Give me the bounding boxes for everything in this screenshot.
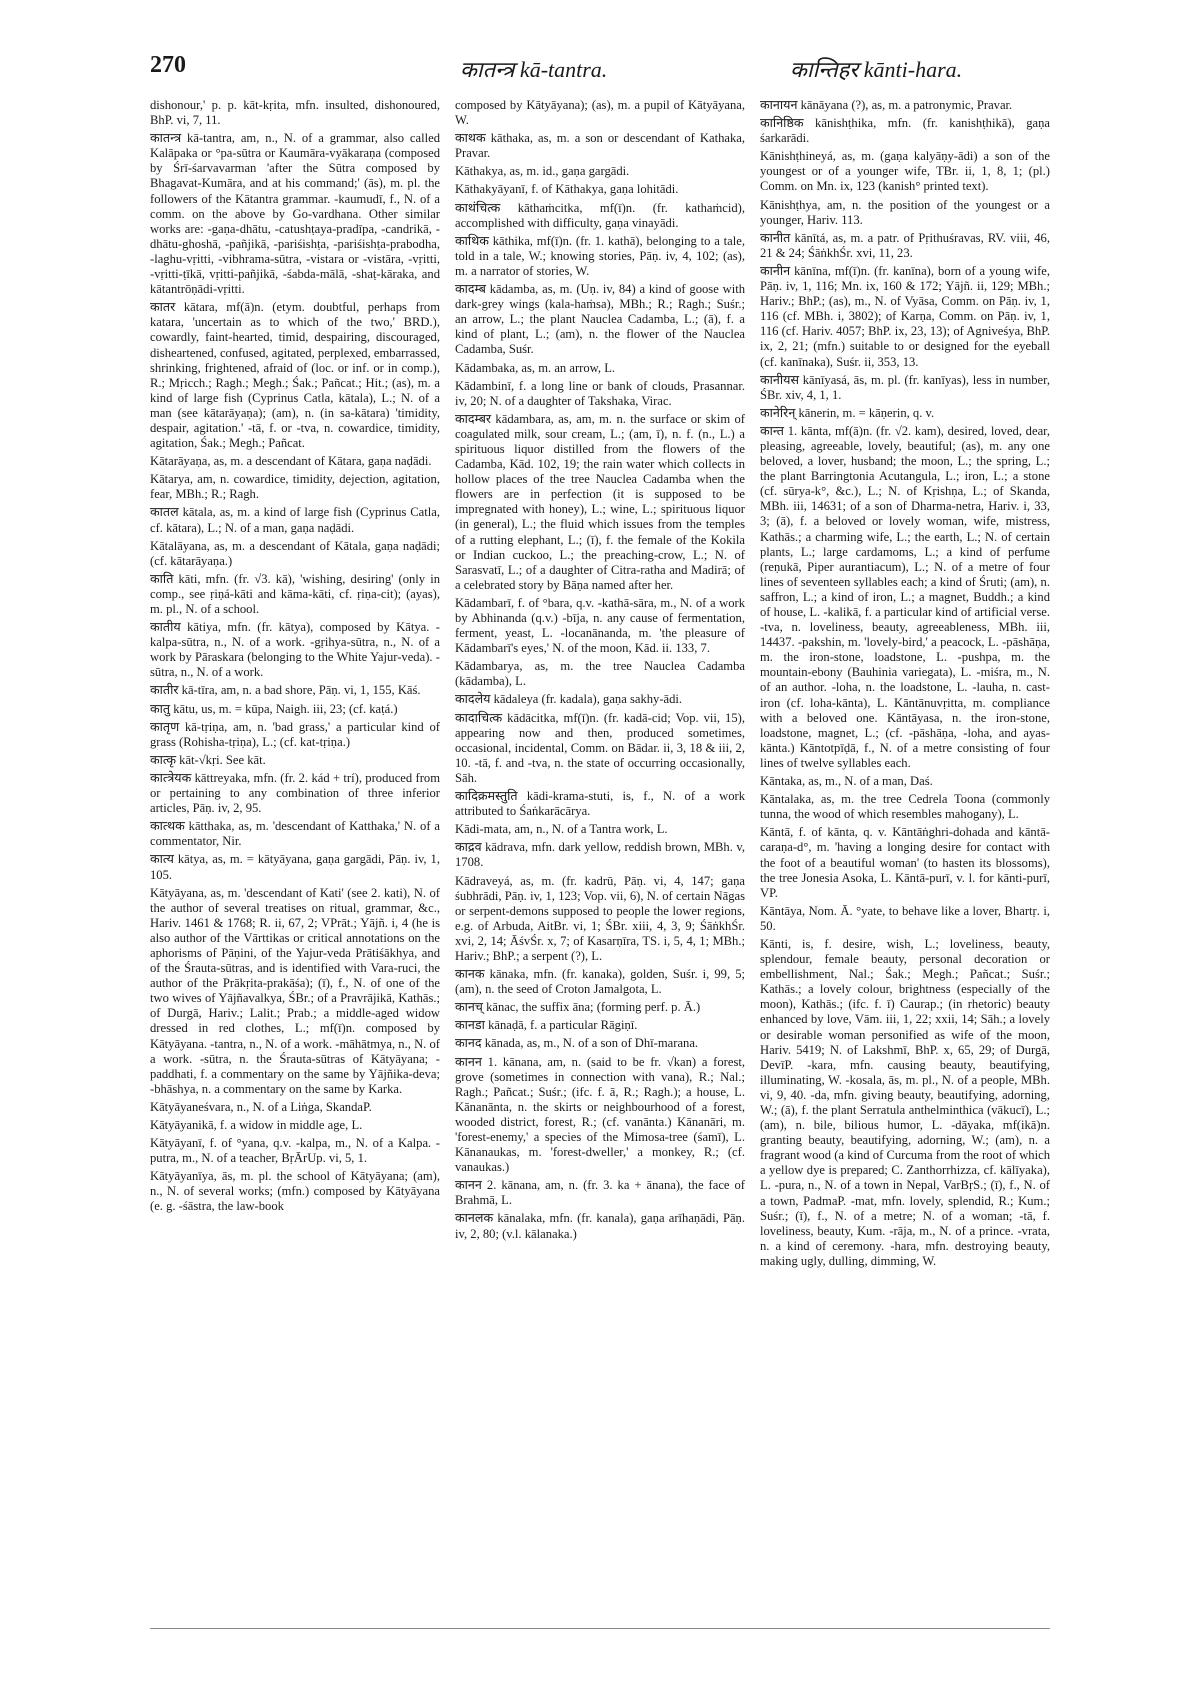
dictionary-subentry: Kātyāyanikā, f. a widow in middle age, L. (150, 1118, 363, 1132)
dictionary-subentry: Kātarya, am, n. cowardice, timidity, dejection, agitation, fear, MBh.; R.; Ragh. (150, 472, 440, 502)
dictionary-subentry: Kātyāyanīya, ās, m. pl. the school of Kātyāyana; (am), n., N. of several works; (mfn.) composed by Kātyāyana (e. g. -śāstra, the law-book (150, 1169, 440, 1214)
page-number: 270 (150, 52, 186, 78)
dictionary-entry: काथंचित्क kāthaṁcitka, mf(ī)n. (fr. kathaṁcid), accomplished with difficulty, gaṇa vinayādi. (455, 200, 745, 230)
dictionary-entry: कानडा kānaḍā, f. a particular Rāgiṇī. (455, 1018, 638, 1033)
dictionary-subentry: Kātyāyanī, f. of °yana, q.v. -kalpa, m., N. of a Kalpa. -putra, m., N. of a teacher, BṛĀrUp. vi, 5, 1. (150, 1136, 440, 1166)
dictionary-subentry: Kātyāyaneśvara, n., N. of a Liṅga, SkandaP. (150, 1099, 372, 1114)
dictionary-entry: कानेरिन् kānerin, m. = kāṇerin, q. v. (760, 405, 935, 420)
dictionary-entry: कादलेय kādaleya (fr. kadala), gaṇa sakhy-ādi. (455, 692, 683, 707)
dictionary-entry: कातृण kā-tṛiṇa, am, n. 'bad grass,' a particular kind of grass (Rohisha-tṛiṇa), L.; (cf. kat-tṛiṇa.) (150, 719, 440, 749)
right-running-headword: कान्तिहर kānti-hara. (790, 57, 963, 82)
dictionary-entry: कात्त्रेयक kāttreyaka, mfn. (fr. 2. kád + trí), produced from or pertaining to any combination of three inferior articles, Pāṇ. iv, 2, 95. (150, 770, 440, 816)
dictionary-subentry: Kādraveyá, as, m. (fr. kadrū, Pāṇ. vi, 4, 147; gaṇa śubhrādi, Pāṇ. iv, 1, 123; Vop. vii, 6), N. of certain Nāgas or serpent-demons supposed to people the lower regions, e.g. of Arbuda, AitBr. vi, 1; ŚBr. xiii, 4, 3, 9; ŚāṅkhŚr. xvi, 2, 14; ĀśvŚr. x, 7; of Kasarṇīra, TS. i, 5, 4, 1; MBh.; Hariv.; BhP.; a serpent (?), L. (455, 873, 745, 963)
dictionary-subentry: Kādambinī, f. a long line or bank of clouds, Prasannar. iv, 20; N. of a daughter of Takshaka, Virac. (455, 378, 745, 408)
dictionary-subentry: Kāntāya, Nom. Ā. °yate, to behave like a lover, Bhartṛ. i, 50. (760, 903, 1050, 933)
dictionary-subentry: Kāntā, f. of kānta, q. v. Kāntāṅghri-dohada and kāntā-caraṇa-d°, m. 'having a longing desire for contact with the foot of a beautiful woman' (to hasten its blossoms), the tree Jonesia Asoka, L. Kāntā-purī, v. l. for kānti-purī, VP. (760, 825, 1050, 900)
dictionary-subentry: Kātarāyaṇa, as, m. a descendant of Kātara, gaṇa naḍādi. (150, 454, 432, 469)
dictionary-subentry: Kādambarī, f. of °bara, q.v. -kathā-sāra, m., N. of a work by Abhinanda (q.v.) -bīja, n. any cause of fermentation, ferment, yeast, L. -locanānanda, m. 'the pleasure of Kādambarī's eyes,' N. of the moon, Kād. ii. 133, 7. (455, 595, 745, 656)
dictionary-subentry: Kānti, is, f. desire, wish, L.; loveliness, beauty, splendour, female beauty, personal decoration or embellishment, Nal.; Śak.; Megh.; Pañcat.; Suśr.; Kathās.; a lovely colour, brightness (especially of the moon), Kathās.; (ifc. f. ī) Caurap.; (in rhetoric) beauty enhanced by love, Vām. iii, 1, 22; xxii, 14; Sāh.; a lovely or desirable woman personified as wife of the moon, Hariv. 5419; N. of Lakshmī, BhP. x, 65, 29; of Durgā, DevīP. -kara, mfn. causing beauty, beautifying, illuminating, W. -kosala, ās, m. pl., N. of a people, MBh. vi, 9, 40. -da, mfn. giving beauty, beautifying, adorning, W.; (ā), f. the plant Serratula anthelminthica (vākucī), L.; (am), n. bile, bilious humor, L. -dāyaka, mf(ikā)n. granting beauty, beautifying, adorning, W.; (am), n. a fragrant wood (a kind of Curcuma from the root of which a yellow dye is prepared; C. Zanthorrhizza, cf. kālīyaka), L. -pura, n., N. of a town in Nepal, VarBṛS.; (ī), f., N. of a town, PadmaP. -mat, mfn. lovely, splendid, R.; Kum.; Suśr.; (ī), f., N. of a metre; N. of a woman; -tā, f. loveliness, beauty, Kum. -rāja, m., N. of a prince. -vrata, n. a kind of ceremony. -hara, mfn. destroying beauty, making ugly, dulling, dimming, W. (760, 936, 1050, 1268)
dictionary-entry: कानीयस kānīyasá, ās, m. pl. (fr. kanīyas), less in number, ŚBr. xiv, 4, 1, 1. (760, 372, 1050, 402)
dictionary-subentry: Kādi-mata, am, n., N. of a Tantra work, L. (455, 822, 668, 837)
bottom-rule (150, 1628, 1050, 1629)
dictionary-entry: काद्रव kādrava, mfn. dark yellow, reddish brown, MBh. v, 1708. (455, 840, 745, 870)
dictionary-entry: कातन्त्र kā-tantra, am, n., N. of a grammar, also called Kalāpaka or °pa-sūtra or Kaumāra-vyākaraṇa (composed by Śrī-śarvavarman 'after the Sūtra composed by Bhagavat-Kumāra, and at his command;' (ās), m. pl. the followers of the Kātantra grammar. -kaumudī, f., N. of a comm. on the above by Go-vardhana. Other similar works are: -gaṇa-dhātu, -catushṭaya-pradīpa, -candrikā, -dhātu-ghoshā, -pañjikā, -pariśishṭa, -pariśishṭa-prabodha, -laghu-vṛitti, -vibhrama-sūtra, -vistara or -vistāra, -vṛitti, -vṛitti-ṭīkā, vṛitti-pañjikā, -śabda-mālā, -shaṭ-kāraka, and kātantrōṇādi-vṛitti. (150, 131, 440, 297)
dictionary-entry: कादम्बर kādambara, as, am, m. n. the surface or skim of coagulated milk, sour cream, L.; (am, ī), n. f. (n., L.) a spirituous liquor distilled from the flowers of the Cadamba, Kād. 102, 19; the rain water which collects in hollow places of the tree Nauclea Cadamba when the flowers are in perfection (it is supposed to be impregnated with honey), L.; wine, L.; spirituous liquor (in general), L.; the fluid which issues from the temples of a rutting elephant, L.; (ī), f. the female of the Kokila or Indian cuckoo, L.; the preaching-crow, L.; N. of Sarasvatī, L.; of a daughter of Citra-ratha and Madirā; of a celebrated story by Bāṇa named after her. (455, 411, 745, 592)
dictionary-entry: काथक kāthaka, as, m. a son or descendant of Kathaka, Pravar. (455, 131, 745, 161)
column-right (760, 98, 1050, 1558)
dictionary-entry: कानन 1. kānana, am, n. (said to be fr. √kan) a forest, grove (sometimes in connection with vana), R.; Nal.; Ragh.; Pañcat.; Suśr.; (ifc. f. ā, R.; Ragh.); a house, L. Kānanānta, n. the skirts or neighbourhood of a forest, wooded district, forest, R.; (cf. vanānta.) Kānanāri, m. 'forest-enemy,' a species of the Mimosa-tree (śamī), L. Kānanaukas, m. 'forest-dweller,' a monkey, R.; (cf. vanaukas.) (455, 1054, 745, 1175)
dictionary-entry: कातु kātu, us, m. = kūpa, Naigh. iii, 23; (cf. kaṭá.) (150, 701, 398, 716)
dictionary-entry: कातल kātala, as, m. a kind of large fish (Cyprinus Catla, cf. kātara), L.; N. of a man, gaṇa naḍādi. (150, 505, 440, 535)
dictionary-entry: कानद kānada, as, m., N. of a son of Dhī-marana. (455, 1036, 699, 1051)
page-header (150, 52, 1050, 86)
dictionary-entry: कात्कृ kāt-√kṛi. See kāt. (150, 752, 266, 767)
dictionary-entry: कातर kātara, mf(ā)n. (etym. doubtful, perhaps from katara, 'uncertain as to which of the two,' BRD.), cowardly, faint-hearted, timid, despairing, discouraged, disheartened, confused, agitated, perplexed, embarrassed, shrinking, frightened, afraid of (loc. or inf. or in comp.), R.; Mṛicch.; Ragh.; Megh.; Śak.; Pañcat.; Hit.; (as), m. a kind of large fish (Cyprinus Catla, kātala), L.; N. of a man (see kātarāyaṇa); (am), n. (in sa-kātara) 'timidity, despair, agitation.' -tā, f. or -tva, n. cowardice, timidity, agitation, Śak.; Megh.; Pañcat. (150, 300, 440, 451)
dictionary-entry: कानीत kānītá, as, m. a patr. of Pṛithuśravas, RV. viii, 46, 21 & 24; ŚāṅkhŚr. xvi, 11, 23. (760, 230, 1050, 260)
dictionary-entry: कानिष्ठिक kānishṭhika, mfn. (fr. kanishṭhikā), gaṇa śarkarādi. (760, 116, 1050, 146)
dictionary-subentry: Kātalāyana, as, m. a descendant of Kātala, gaṇa naḍādi; (cf. kātarāyaṇa.) (150, 538, 440, 568)
dictionary-subentry: dishonour,' p. p. kāt-kṛita, mfn. insulted, dishonoured, BhP. vi, 7, 11. (150, 98, 440, 128)
dictionary-entry: कानच् kānac, the suffix āna; (forming perf. p. Ā.) (455, 1000, 701, 1015)
dictionary-entry: कातीय kātiya, mfn. (fr. kātya), composed by Kātya. -kalpa-sūtra, n., N. of a work. -gṛihya-sūtra, n., N. of a work by Pāraskara (belonging to the White Yajur-veda). -sūtra, n., N. of a work. (150, 620, 440, 680)
column-middle (455, 98, 745, 1558)
dictionary-subentry: Kāntalaka, as, m. the tree Cedrela Toona (commonly tunna, the wood of which resembles mahogany), L. (760, 792, 1050, 822)
dictionary-entry: कानलक kānalaka, mfn. (fr. kanala), gaṇa arīhaṇādi, Pāṇ. iv, 2, 80; (v.l. kālanaka.) (455, 1211, 745, 1241)
dictionary-subentry: Kādambaka, as, m. an arrow, L. (455, 360, 616, 375)
column-left (150, 98, 440, 1558)
dictionary-subentry: Kādambarya, as, m. the tree Nauclea Cadamba (kādamba), L. (455, 659, 745, 689)
dictionary-entry: कादाचित्क kādācitka, mf(ī)n. (fr. kadā-cid; Vop. vii, 15), appearing now and then, produced sometimes, occasional, incidental, Comm. on Bādar. ii, 3, 18 & iii, 2, 10. -tā, f. and -tva, n. the state of occurring occasionally, Sāh. (455, 710, 745, 785)
dictionary-entry: काथिक kāthika, mf(ī)n. (fr. 1. kathā), belonging to a tale, told in a tale, W.; knowing stories, Pāṇ. iv, 4, 102; (as), m. a narrator of stories, W. (455, 233, 745, 278)
dictionary-subentry: Kāthakya, as, m. id., gaṇa gargādi. (455, 164, 630, 179)
dictionary-entry: कात्य kātya, as, m. = kātyāyana, gaṇa gargādi, Pāṇ. iv, 1, 105. (150, 852, 440, 882)
dictionary-subentry: Kāntaka, as, m., N. of a man, Daś. (760, 774, 933, 789)
left-running-headword: कातन्त्र kā-tantra. (460, 57, 608, 82)
dictionary-subentry: Kānishṭhineyá, as, m. (gaṇa kalyāṇy-ādi) a son of the youngest or of a younger wife, TBr. ii, 1, 8, 1; (pl.) Comm. on Mn. ix, 123 (kanish° printed text). (760, 149, 1050, 194)
dictionary-entry: कानन 2. kānana, am, n. (fr. 3. ka + ānana), the face of Brahmā, L. (455, 1178, 745, 1208)
dictionary-entry: कादिक्रमस्तुति kādi-krama-stuti, is, f., N. of a work attributed to Śaṅkarācārya. (455, 789, 745, 819)
dictionary-entry: कानायन kānāyana (?), as, m. a patronymic, Pravar. (760, 98, 1013, 112)
dictionary-entry: कानक kānaka, mfn. (fr. kanaka), golden, Suśr. i, 99, 5; (am), n. the seed of Croton Jamalgota, L. (455, 967, 745, 997)
dictionary-columns (150, 98, 1050, 1558)
dictionary-entry: कानीन kānīna, mf(ī)n. (fr. kanīna), born of a young wife, Pāṇ. iv, 1, 116; Mn. ix, 160 & 172; Yājñ. ii, 129; MBh.; Hariv.; BhP.; (as), m., N. of Vyāsa, Comm. on Pāṇ. iv, 1, 116 (cf. MBh. i, 3802); of Karṇa, Comm. on Pāṇ. iv, 1, 116 (cf. Hariv. 4057; BhP. ix, 23, 13); of Agniveśya, BhP. ix, 2, 21; (mfn.) suitable to or designed for the eyeball (cf. kanīnaka), Suśr. ii, 353, 13. (760, 263, 1050, 369)
dictionary-entry: कान्त 1. kānta, mf(ā)n. (fr. √2. kam), desired, loved, dear, pleasing, agreeable, lovely, beautiful; (as), m. any one beloved, a lover, husband; the moon, L.; the spring, L.; the plant Barringtonia Acutangula, L.; iron, L.; a stone (cf. sūrya-k°, &c.), L.; N. of Kṛishṇa, L.; of Skanda, MBh. iii, 14631; of a son of Dharma-netra, Hariv. i, 33, 3; (ā), f. a beloved or lovely woman, wife, mistress, Kathās.; a charming wife, L.; the earth, L.; N. of certain plants, L.; large cardamoms, L.; a kind of perfume (reṇukā, Piper aurantiacum), L.; N. of a metre of four lines of seventeen syllables each; a kind of Śruti; (am), n. saffron, L.; a kind of iron, L.; a magnet, Buddh.; a kind of house, L. -kalikā, f. a particular kind of artificial verse. -tva, n. loveliness, beauty, agreeableness, MBh. iii, 14437. -pakshin, m. 'lovely-bird,' a peacock, L. -pāshāṇa, m. the iron-stone, loadstone, L. -pushpa, m. the mountain-ebony (Bauhinia variegata), L. -miśra, m., N. of an author. -loha, n. the loadstone, L. -lauha, n. cast-iron (cf. loha-kānta), L. Kāntānuvṛitta, m. compliance with a beloved one. Kāntāyasa, n. the iron-stone, loadstone, magnet, L.; (cf. -pāshāṇa, -loha, and ayas-kānta.) Kāntotpīḍā, f., N. of a metre consisting of four lines of twelve syllables each. (760, 423, 1050, 770)
dictionary-subentry: Kānishṭhya, am, n. the position of the youngest or a younger, Hariv. 113. (760, 197, 1050, 227)
dictionary-entry: कात्थक kātthaka, as, m. 'descendant of Katthaka,' N. of a commentator, Nir. (150, 819, 440, 849)
dictionary-subentry: Kāthakyāyanī, f. of Kāthakya, gaṇa lohitādi. (455, 182, 679, 197)
dictionary-subentry: Kātyāyana, as, m. 'descendant of Kati' (see 2. kati), N. of the author of several treatises on ritual, grammar, &c., Hariv. 1461 & 1768; R. ii, 67, 2; VPrāt.; Yājñ. i, 4 (he is also author of the Vārttikas or critical annotations on the aphorisms of Pāṇini, of the Yajur-veda Prātiśākhya, and of the Śrauta-sūtras, and is identified with Vara-ruci, the author of the Prākṛita-prakāśa); (ī), f., N. of one of the two wives of Yājñavalkya, ŚBr.; of a Pravrājikā, Kathās.; of Durgā, Hariv.; Lalit.; Prab.; a middle-aged widow dressed in red clothes, L.; mf(ī)n. composed by Kātyāyana. -tantra, n., N. of a work. -māhātmya, n., N. of a work. -sūtra, n. the Śrauta-sūtras of Kātyāyana; -paddhati, f. a commentary on the same by Yājñika-deva; -bhāshya, n. a commentary on the same by Karka. (150, 885, 440, 1096)
dictionary-entry: काति kāti, mfn. (fr. √3. kā), 'wishing, desiring' (only in comp., see ṛiṇá-kāti and kāma-kāti, cf. ṛiṇa-cit); (ayas), m. pl., N. of a school. (150, 571, 440, 616)
dictionary-entry: कातीर kā-tīra, am, n. a bad shore, Pāṇ. vi, 1, 155, Kāś. (150, 683, 421, 698)
dictionary-entry: कादम्ब kādamba, as, m. (Uṇ. iv, 84) a kind of goose with dark-grey wings (kala-haṁsa), MBh.; R.; Ragh.; Suśr.; an arrow, L.; the plant Nauclea Cadamba, L.; (ā), f. a kind of plant, L.; (am), n. the flower of the Nauclea Cadamba, Suśr. (455, 282, 745, 357)
dictionary-subentry: composed by Kātyāyana); (as), m. a pupil of Kātyāyana, W. (455, 98, 745, 128)
